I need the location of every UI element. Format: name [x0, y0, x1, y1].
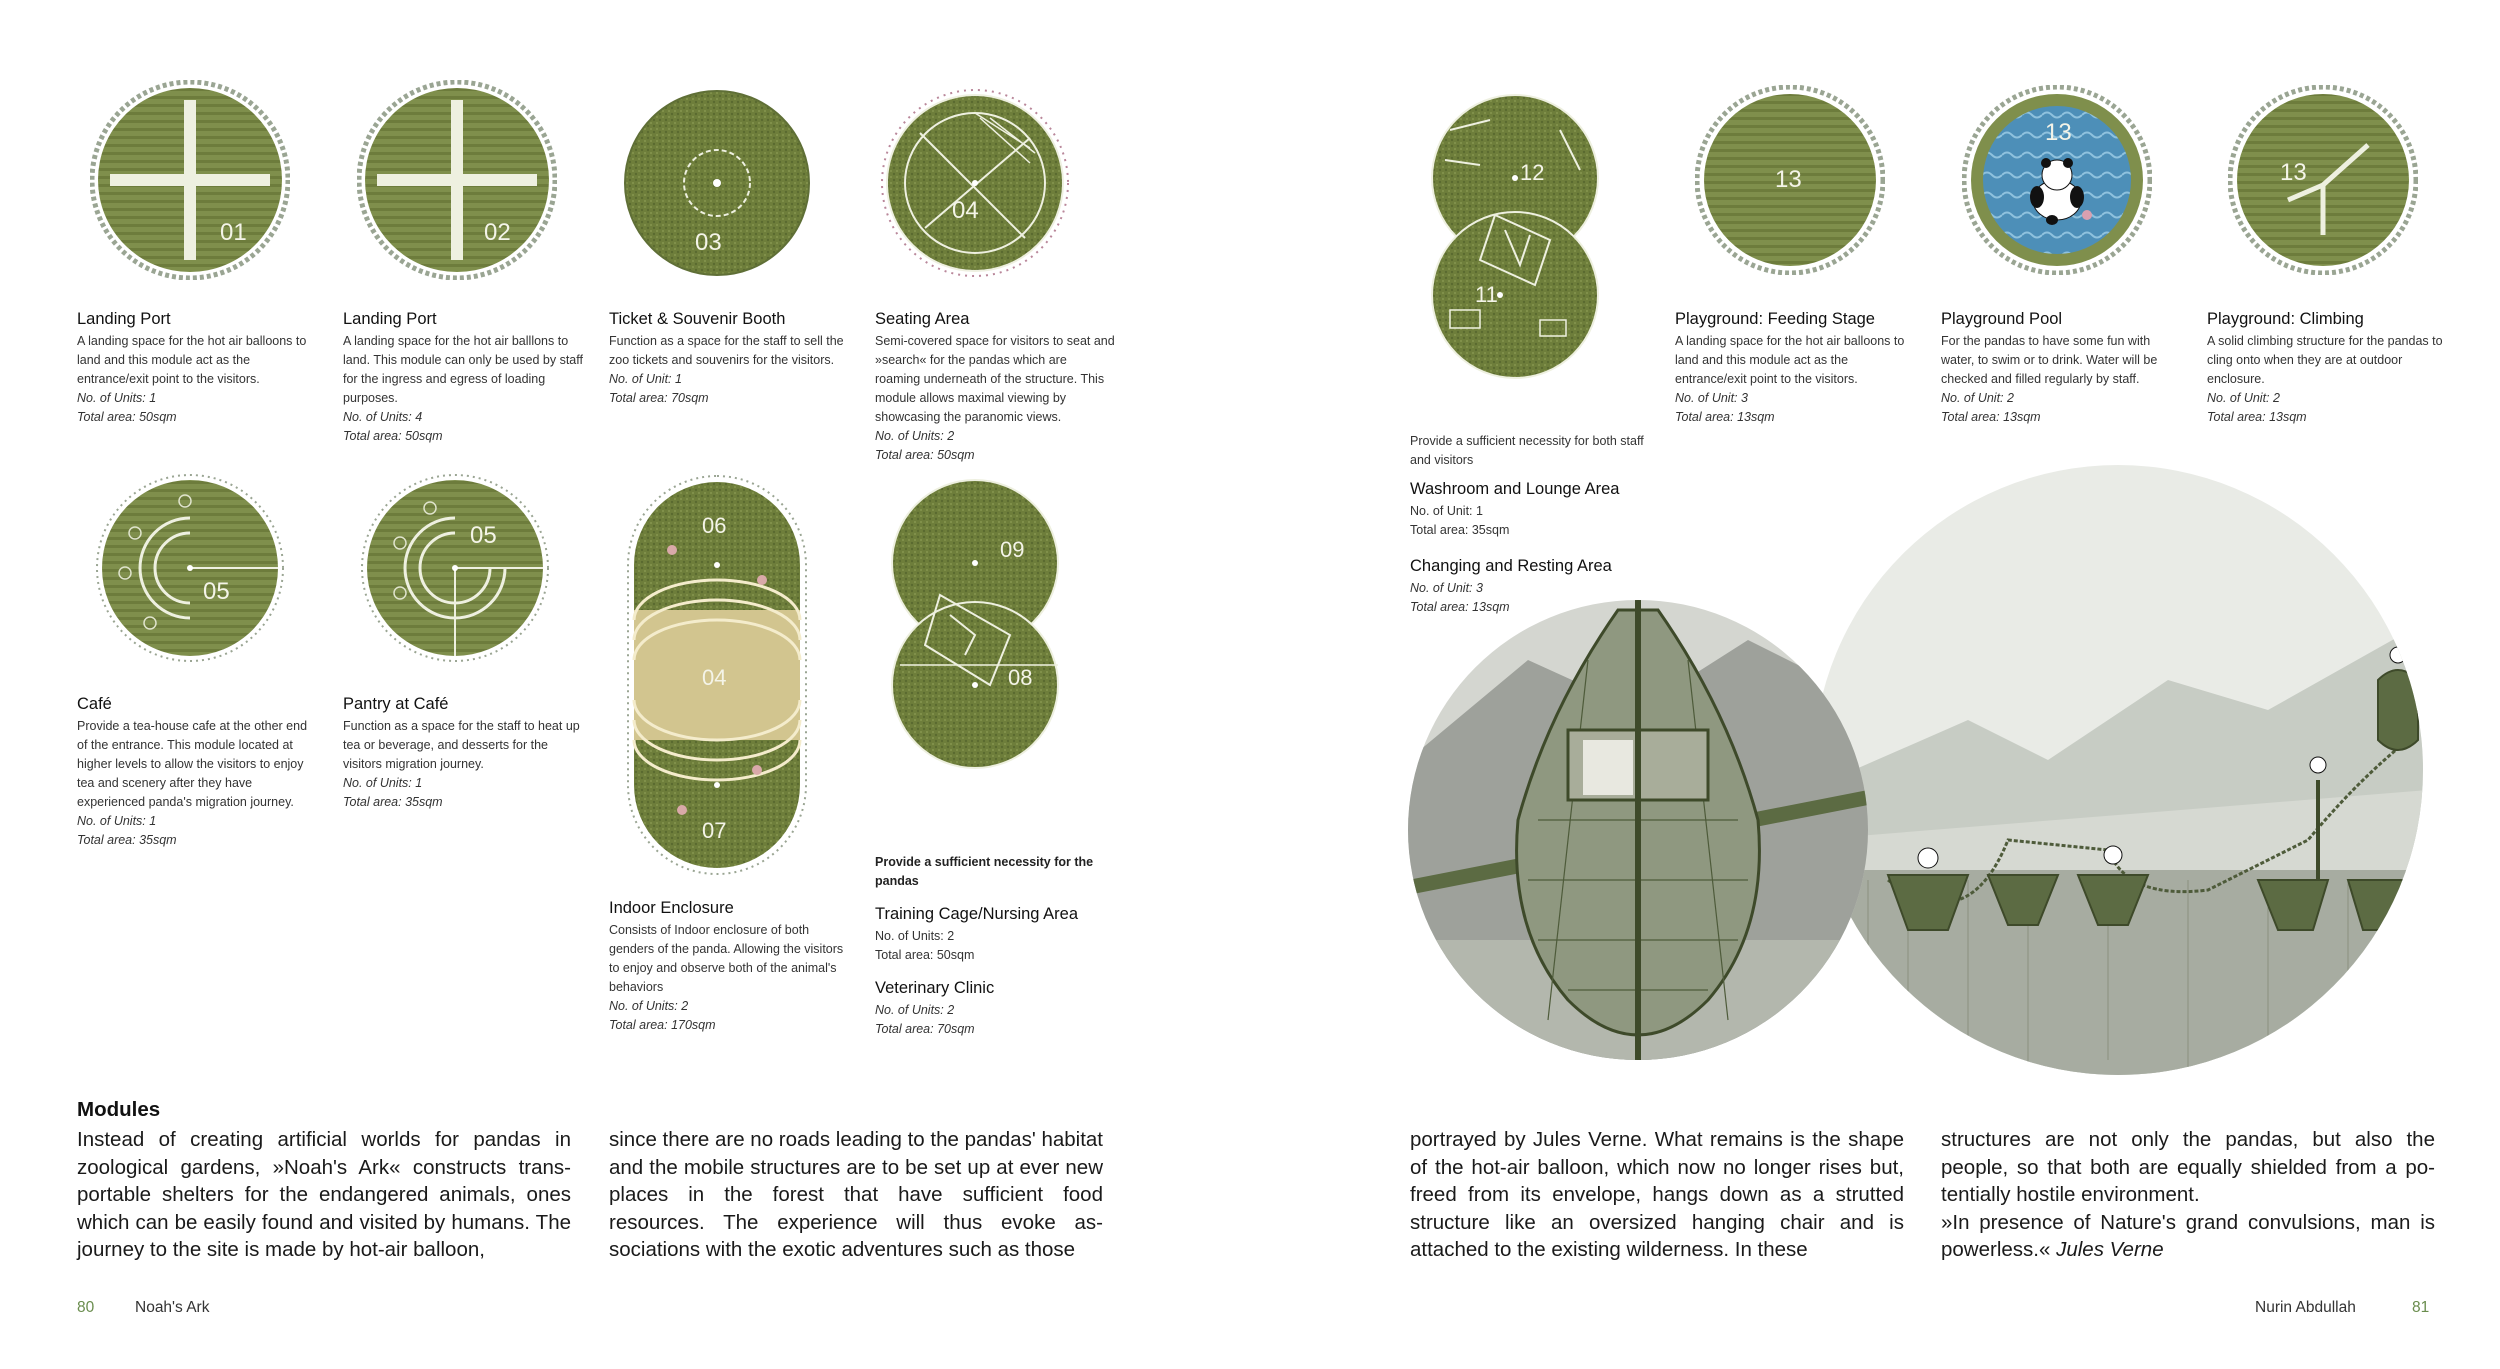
left-page-number: 80 — [77, 1299, 95, 1316]
caption-units: No. of Unit: 1 — [609, 372, 682, 386]
body-text-2: since there are no roads leading to the pandas' habitat and the mobile structures are to be set up at ever new places in the forest that have sufficient food resources. The experience will thus evoke associations with the exotic adventures such as those — [609, 1128, 1103, 1261]
caption-title: Training Cage/Nursing Area — [875, 904, 1078, 923]
caption-title: Playground: Feeding Stage — [1675, 310, 1875, 328]
caption-title: Playground Pool — [1941, 310, 2063, 328]
enclosure-number-07: 07 — [702, 818, 727, 843]
caption-pantry — [343, 694, 583, 812]
caption-desc: Function as a space for the staff to sell the zoo tickets and souvenirs for the visitors. — [609, 334, 844, 367]
caption-title: Café — [77, 695, 112, 713]
caption-landing-port-2 — [343, 309, 583, 446]
caption-desc: Provide a tea-house cafe at the other end of the entrance. This module located at higher levels to allow the visitors to enjoy tea and scenery after they have experienced panda's migration journey. — [77, 719, 308, 809]
module-01-plan — [90, 80, 290, 280]
caption-area: Total area: 70sqm — [609, 391, 709, 405]
body-column-4 — [1941, 1126, 2435, 1264]
body-column-1 — [77, 1126, 571, 1264]
caption-units: No. of Units: 4 — [343, 410, 423, 424]
caption-units: No. of Unit: 1 — [1410, 504, 1483, 518]
body-text-1: Instead of creating artificial worlds for pandas in zoological gardens, »Noah's Ark« constructs transportable shelters for the endangered animals, ones which can be easily found and visited by humans. The journey to the site is made by hot-air balloon, — [77, 1128, 571, 1261]
body-column-3 — [1410, 1126, 1904, 1264]
caption-area: Total area: 13sqm — [1941, 410, 2041, 424]
module-13-feeding-plan — [1695, 85, 1885, 275]
module-12-number: 12 — [1520, 160, 1545, 185]
caption-desc: A landing space for the hot air balllons to land. This module can only be used by staff for the ingress and egress of loading purposes. — [343, 334, 583, 405]
module-03-plan — [622, 88, 812, 278]
caption-units: No. of Units: 1 — [343, 776, 423, 790]
module-09-number: 09 — [1000, 537, 1025, 562]
caption-desc: A landing space for the hot air balloons to land and this module act as the entrance/exit point to the visitors. — [77, 334, 307, 386]
washroom-plan — [1420, 90, 1610, 390]
modules-heading: Modules — [77, 1098, 161, 1121]
quote-author: Jules Verne — [2056, 1238, 2164, 1261]
module-05-number: 05 — [203, 578, 230, 605]
caption-units: No. of Units: 1 — [77, 814, 157, 828]
caption-area-2: Total area: 70sqm — [875, 1021, 975, 1036]
caption-units-2: No. of Units: 2 — [875, 1002, 955, 1017]
caption-area: Total area: 50sqm — [875, 947, 975, 962]
body-column-2 — [609, 1126, 1103, 1264]
caption-units: No. of Units: 2 — [875, 928, 955, 943]
caption-units: No. of Unit: 2 — [2207, 391, 2280, 405]
caption-area: Total area: 35sqm — [343, 795, 443, 809]
caption-area: Total area: 50sqm — [875, 448, 975, 462]
caption-units: No. of Units: 2 — [875, 429, 955, 443]
caption-area: Total area: 13sqm — [1675, 410, 1775, 424]
caption-area: Total area: 50sqm — [77, 410, 177, 424]
caption-cafe — [77, 694, 317, 850]
enclosure-number-06: 06 — [702, 513, 727, 538]
caption-training-cage — [875, 840, 1115, 1039]
caption-area: Total area: 13sqm — [2207, 410, 2307, 424]
caption-title: Landing Port — [77, 310, 171, 328]
caption-area: Total area: 35sqm — [77, 833, 177, 847]
right-running-author: Nurin Abdullah — [2255, 1299, 2356, 1316]
caption-playground-climbing — [2207, 309, 2447, 427]
body-text-3: portrayed by Jules Verne. What remains is the shape of the hot-air balloon, which now no longer rises but, freed from its envelope, hangs down as a strutted structure like an oversized hanging chair and is attached to the existing wilderness. In these — [1410, 1128, 1904, 1261]
caption-playground-pool — [1941, 309, 2181, 427]
caption-title: Ticket & Souvenir Booth — [609, 310, 786, 328]
caption-desc: Consists of Indoor enclosure of both genders of the panda. Allowing the visitors to enjoy and observe both of the animal's behaviors — [609, 923, 844, 994]
caption-desc: For the pandas to have some fun with water, to swim or to drink. Water will be checked and filled regularly by staff. — [1941, 334, 2158, 386]
caption-desc: Function as a space for the staff to heat up tea or beverage, and desserts for the visitors migration journey. — [343, 719, 580, 771]
caption-feeding-stage — [1675, 309, 1915, 427]
caption-units: No. of Unit: 3 — [1675, 391, 1748, 405]
caption-area: Total area: 170sqm — [609, 1018, 716, 1032]
module-13-climbing-plan — [2228, 85, 2418, 275]
module-02-plan — [357, 80, 557, 280]
caption-area-2: Total area: 13sqm — [1410, 600, 1510, 614]
right-page-number: 81 — [2412, 1299, 2430, 1316]
caption-title: Seating Area — [875, 310, 970, 328]
caption-area: Total area: 50sqm — [343, 429, 443, 443]
module-11-number: 11 — [1475, 282, 1498, 307]
caption-ticket-booth — [609, 309, 849, 408]
module-13c-number: 13 — [2280, 159, 2307, 186]
module-02-number: 02 — [484, 219, 511, 246]
caption-title: Pantry at Café — [343, 695, 449, 713]
caption-indoor-enclosure — [609, 898, 849, 1035]
module-08-number: 08 — [1008, 665, 1033, 690]
module-13a-number: 13 — [1775, 166, 1802, 193]
caption-title: Washroom and Lounge Area — [1410, 480, 1620, 498]
body-text-4: structures are not only the pandas, but also the people, so that both are equally shielded from a potentially hostile environment. — [1941, 1128, 2435, 1206]
module-05-cafe-plan — [95, 473, 285, 663]
module-13-pool-plan — [1962, 85, 2152, 275]
training-cage-plan — [880, 475, 1070, 775]
module-05-pantry-plan — [360, 473, 550, 663]
enclosure-number-04: 04 — [702, 665, 727, 690]
caption-desc: A landing space for the hot air balloons to land and this module act as the entrance/exit point to the visitors. — [1675, 334, 1905, 386]
caption-units: No. of Units: 2 — [609, 999, 689, 1013]
caption-title-2: Changing and Resting Area — [1410, 557, 1612, 575]
caption-title: Playground: Climbing — [2207, 310, 2364, 328]
module-04-plan — [880, 88, 1070, 278]
module-01-number: 01 — [220, 219, 247, 246]
caption-units-2: No. of Unit: 3 — [1410, 581, 1483, 595]
caption-intro: Provide a sufficient necessity for both staff and visitors — [1410, 434, 1644, 467]
caption-title: Landing Port — [343, 310, 437, 328]
caption-desc: A solid climbing structure for the pandas to cling onto when they are at outdoor enclosure. — [2207, 334, 2443, 386]
caption-desc: Semi-covered space for visitors to seat and »search« for the pandas which are roaming underneath of the structure. This module allows maximal viewing by showcasing the paranomic views. — [875, 334, 1115, 424]
caption-landing-port-1 — [77, 309, 317, 427]
caption-seating-area — [875, 309, 1115, 465]
left-running-title: Noah's Ark — [135, 1299, 210, 1316]
caption-units: No. of Unit: 2 — [1941, 391, 2014, 405]
caption-title: Indoor Enclosure — [609, 899, 734, 917]
module-04-number: 04 — [952, 197, 979, 224]
caption-units: No. of Units: 1 — [77, 391, 157, 405]
caption-intro: Provide a sufficient necessity for the pandas — [875, 854, 1094, 888]
quote-text: »In presence of Nature's grand convulsions, man is powerless.« — [1941, 1210, 2435, 1261]
caption-area: Total area: 35sqm — [1410, 523, 1510, 537]
module-13b-number: 13 — [2045, 119, 2072, 146]
balloon-structure-illustration — [1408, 460, 2433, 1080]
caption-title-2: Veterinary Clinic — [875, 978, 995, 997]
module-03-number: 03 — [695, 229, 722, 256]
module-05b-number: 05 — [470, 522, 497, 549]
indoor-enclosure-plan — [622, 470, 812, 880]
